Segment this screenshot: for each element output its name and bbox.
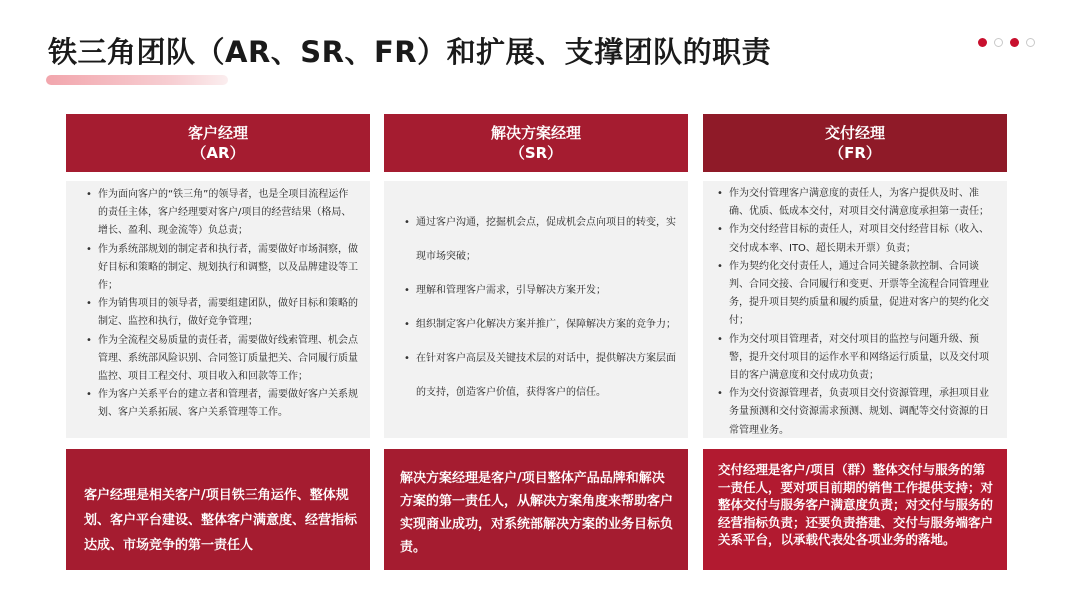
responsibility-list-box [66,181,370,438]
list-item: • 作为契约化交付责任人，通过合同关键条款控制、合同谈判、合同交接、合同履行和变更、开票等全流程合同管理业务，提升项目契约质量和履约质量，促进对客户的契约化交付； [715,258,997,331]
responsibility-list [402,206,676,410]
pagination-dot[interactable] [978,38,987,47]
responsibility-list [84,186,358,423]
summary-text: 交付经理是客户/项目（群）整体交付与服务的第一责任人，要对项目前期的销售工作提供支持；对整体交付与服务客户满意度负责；对交付与服务的经营指标负责；还要负责搭建、交付与服务端客户关系平台，以承载代表处各项业务的落地。 [718,462,994,547]
list-item: • 作为面向客户的“铁三角”的领导者，也是全项目流程运作的责任主体，客户经理要对客户/项目的经营结果（格局、增长、盈利、现金流等）负总责； [84,186,358,241]
pagination-dot[interactable] [1026,38,1035,47]
page-title: 铁三角团队（AR、SR、FR）和扩展、支撑团队的职责 [48,35,772,69]
column-abbr: （AR） [191,144,245,162]
list-item: • 在针对客户高层及关键技术层的对话中，提供解决方案层面的支持，创造客户价值，获得客户的信任。 [402,342,676,410]
list-item: • 作为交付资源管理者，负责项目交付资源管理，承担项目业务量预测和交付资源需求预测、规划、调配等交付资源的日常管理业务。 [715,385,997,440]
column-abbr: （SR） [509,144,563,162]
list-item: • 作为销售项目的领导者，需要组建团队，做好目标和策略的制定、监控和执行，做好竞争管理； [84,295,358,331]
column-title: 客户经理 [187,124,248,142]
summary-box [384,449,688,570]
column-title: 交付经理 [824,124,885,142]
column-header [703,114,1007,172]
title-underline-decoration [46,75,228,85]
list-item: • 作为交付经营目标的责任人，对项目交付经营目标（收入、交付成本率、ITO、超长期未开票）负责； [715,221,997,257]
list-item: • 作为交付项目管理者，对交付项目的监控与问题升级、预警，提升交付项目的运作水平和网络运行质量，以及交付项目的客户满意度和交付成功负责； [715,331,997,386]
list-item: • 通过客户沟通，挖掘机会点，促成机会点向项目的转变，实现市场突破； [402,206,676,274]
summary-text: 客户经理是相关客户/项目铁三角运作、整体规划、客户平台建设、整体客户满意度、经营指标达成、市场竞争的第一责任人 [84,488,358,553]
column-header [384,114,688,172]
column-header [66,114,370,172]
summary-box [66,449,370,570]
pagination-dots [978,38,1035,47]
list-item: • 理解和管理客户需求，引导解决方案开发； [402,274,676,308]
list-item: • 组织制定客户化解决方案并推广，保障解决方案的竞争力； [402,308,676,342]
list-item: • 作为系统部规划的制定者和执行者，需要做好市场洞察，做好目标和策略的制定、规划执行和调整，以及品牌建设等工作； [84,241,358,296]
responsibility-list-box [703,181,1007,438]
column-title: 解决方案经理 [490,124,581,142]
summary-text: 解决方案经理是客户/项目整体产品品牌和解决方案的第一责任人，从解决方案角度来帮助客户实现商业成功，对系统部解决方案的业务目标负责。 [400,471,674,555]
responsibility-list-box [384,181,688,438]
responsibility-list [715,185,997,440]
pagination-dot[interactable] [1010,38,1019,47]
list-item: • 作为全流程交易质量的责任者，需要做好线索管理、机会点管理、系统部风险识别、合同签订质量把关、合同履行质量监控、项目工程交付、项目收入和回款等工作； [84,332,358,387]
pagination-dot[interactable] [994,38,1003,47]
list-item: • 作为客户关系平台的建立者和管理者，需要做好客户关系规划、客户关系拓展、客户关系管理等工作。 [84,386,358,422]
list-item: • 作为交付管理客户满意度的责任人，为客户提供及时、准确、优质、低成本交付，对项目交付满意度承担第一责任； [715,185,997,221]
column-abbr: （FR） [829,144,881,162]
summary-box [703,449,1007,570]
